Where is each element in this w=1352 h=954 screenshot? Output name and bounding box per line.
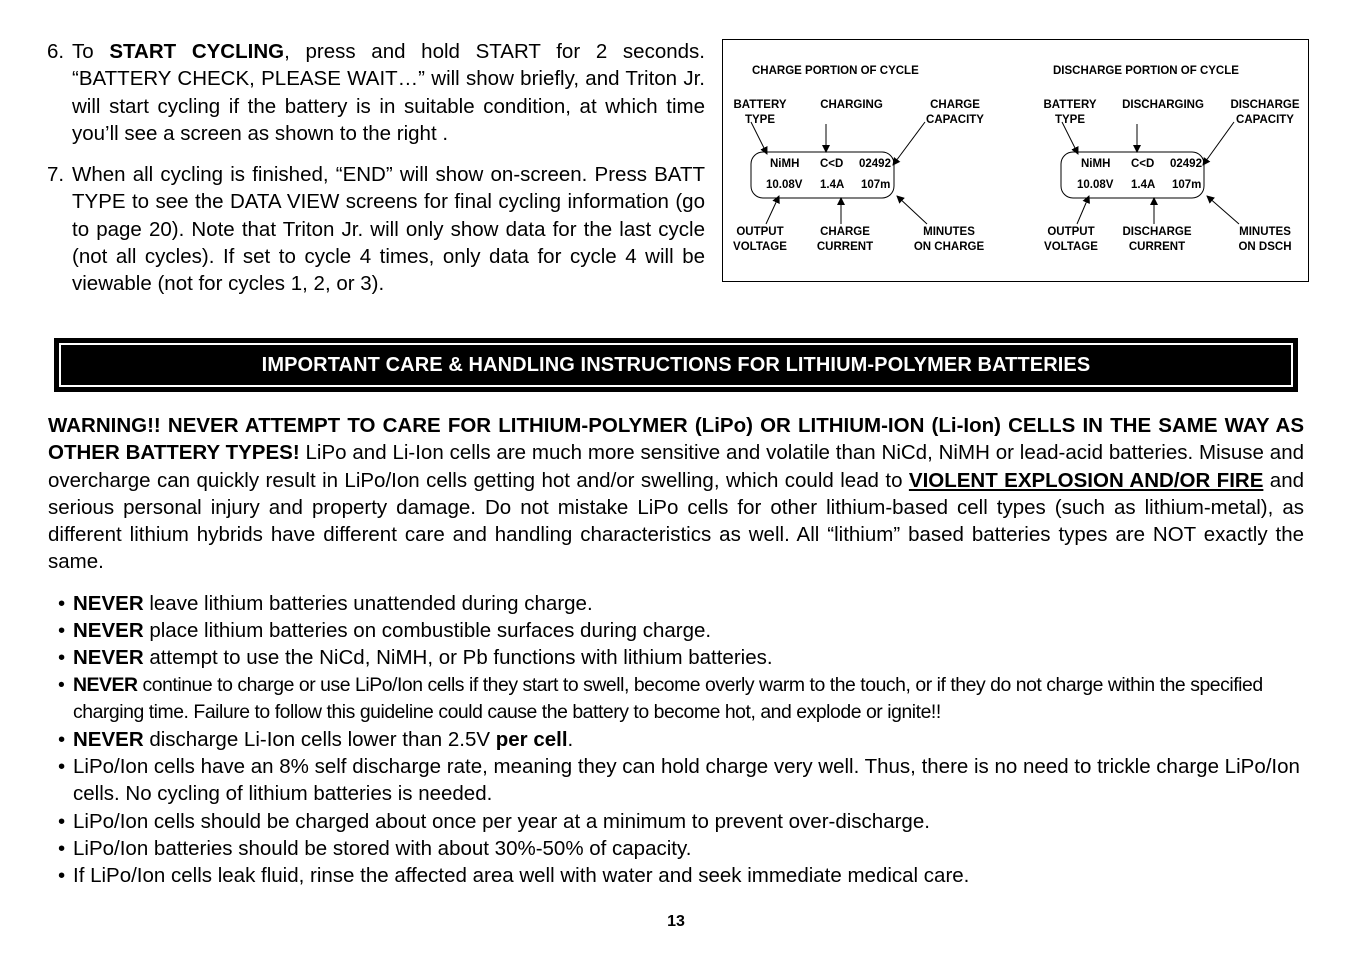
cycling-steps (47, 38, 705, 312)
bullet-text: attempt to use the NiCd, NiMH, or Pb functions with lithium batteries. (143, 646, 773, 670)
list-item (58, 808, 1318, 835)
charge-battery-type-label (729, 98, 791, 128)
warning-lead: WARNING!! NEVER ATTEMPT TO CARE FOR LITHIUM-POLYMER (LiPo) OR LITHIUM-ION (Li-Ion) CELLS IN THE SAME WAY AS OTHER BATTERY TYPES! (48, 414, 1304, 465)
charge-lcd-mode: C<D (820, 158, 844, 170)
discharge-minutes-label (1223, 225, 1307, 255)
discharge-lcd-mode: C<D (1131, 158, 1155, 170)
discharge-lcd-battery-type: NiMH (1081, 158, 1111, 170)
bullet-text: discharge Li-Ion cells lower than 2.5V (143, 728, 496, 752)
charge-mode-label (809, 98, 894, 113)
label-line: CHARGE (930, 99, 980, 111)
discharge-minutes-pointer (1207, 196, 1239, 224)
label-line: CHARGING (820, 99, 883, 111)
page-number: 13 (667, 913, 685, 930)
step-6 (47, 38, 705, 147)
warning-paragraph (48, 412, 1304, 576)
discharge-voltage-label (1039, 225, 1103, 255)
label-line: MINUTES (923, 226, 975, 238)
charge-lcd-voltage: 10.08V (766, 179, 803, 191)
label-line: DISCHARGE (1122, 226, 1192, 238)
charge-voltage-pointer (766, 196, 779, 224)
charge-heading: CHARGE PORTION OF CYCLE (752, 65, 919, 77)
discharge-lcd-capacity: 02492 (1170, 158, 1202, 170)
label-line: DISCHARGE (1230, 99, 1300, 111)
label-line: CAPACITY (926, 114, 984, 126)
label-line: TYPE (744, 114, 776, 126)
bullet-bold: NEVER (73, 728, 144, 752)
bullet-text: . (567, 728, 574, 752)
list-item (58, 590, 1318, 617)
list-item (58, 672, 1318, 726)
bullet-text: LiPo/Ion batteries should be stored with about 30%-50% of capacity. (73, 836, 692, 860)
discharge-battery-type-label (1039, 98, 1101, 128)
label-line: CURRENT (816, 241, 874, 253)
label-line: ON CHARGE (913, 241, 985, 253)
label-line: DISCHARGING (1122, 99, 1204, 111)
bullet-bold: NEVER (73, 646, 144, 670)
warning-text-1: LiPo and Li-Ion cells are much more sensitive and volatile than NiCd, NiMH or lead-acid batteries. Misuse and overcharge can quickly result in LiPo/Ion cells getting hot and/or swelling, which could lead to (48, 441, 1304, 492)
step-text: When all cycling is finished, “END” will show on-screen. Press BATT TYPE to see the DATA VIEW screens for final cycling information (go to page 20). Note that Triton Jr. will only show data for the last cycle (not all cycles). If set to cycle 4 times, only data for cycle 4 will be viewable (not for cycles 1, 2, or 3). (72, 163, 705, 296)
section-banner (54, 338, 1298, 392)
bullet-bold: per cell (495, 728, 568, 752)
label-line: CURRENT (1128, 241, 1186, 253)
lcd-screen-diagram (722, 39, 1309, 282)
charge-lcd-battery-type: NiMH (770, 158, 800, 170)
charge-lcd-minutes: 107m (861, 179, 891, 191)
label-line: CHARGE (820, 226, 870, 238)
bullet-text: place lithium batteries on combustible surfaces during charge. (143, 619, 712, 643)
list-item (58, 644, 1318, 671)
label-line: VOLTAGE (1044, 241, 1098, 253)
charge-capacity-label (917, 98, 993, 128)
step-number: 6. (47, 40, 65, 63)
step-text-pre: To (72, 40, 110, 63)
charge-minutes-pointer (897, 196, 927, 224)
discharge-lcd-voltage: 10.08V (1077, 179, 1114, 191)
charge-minutes-label (905, 225, 993, 255)
bullet-bold: NEVER (73, 619, 144, 643)
warning-emphasis: VIOLENT EXPLOSION AND/OR FIRE (908, 468, 1264, 492)
label-line: VOLTAGE (733, 241, 787, 253)
bullet-bold: NEVER (73, 592, 144, 615)
label-line: TYPE (1054, 114, 1086, 126)
step-text-post: , press and hold START for 2 seconds. “BATTERY CHECK, PLEASE WAIT…” will show briefly, and Triton Jr. will start cycling if the battery is in suitable condition, at which time you’ll see a screen as shown to the right . (72, 40, 705, 145)
bullet-text: If LiPo/Ion cells leak fluid, rinse the affected area well with water and seek immediate medical care. (73, 864, 970, 888)
label-line: OUTPUT (1047, 226, 1095, 238)
step-7 (47, 161, 705, 297)
warning-text-2: and serious personal injury and property damage. Do not mistake LiPo cells for other lithium-based cell types (such as lithium-metal), as different lithium hybrids have different care and handling characteristics as well. All “lithium” based batteries types are NOT exactly the same. (48, 468, 1304, 574)
label-line: BATTERY (733, 99, 787, 111)
discharge-mode-label (1115, 98, 1211, 113)
discharge-lcd-minutes: 107m (1172, 179, 1202, 191)
list-item (58, 726, 1318, 753)
list-item (58, 617, 1318, 644)
list-item (58, 835, 1318, 862)
label-line: ON DSCH (1238, 241, 1292, 253)
charge-current-label (811, 225, 879, 255)
label-line: BATTERY (1043, 99, 1097, 111)
discharge-heading: DISCHARGE PORTION OF CYCLE (1053, 65, 1239, 77)
charge-lcd-current: 1.4A (820, 179, 845, 191)
step-bold: START CYCLING (109, 40, 285, 63)
discharge-voltage-pointer (1077, 196, 1089, 224)
bullet-text: LiPo/Ion cells should be charged about once per year at a minimum to prevent over-discharge. (73, 809, 930, 833)
discharge-capacity-label (1223, 98, 1307, 128)
label-line: OUTPUT (736, 226, 784, 238)
label-line: MINUTES (1239, 226, 1291, 238)
discharge-lcd-current: 1.4A (1131, 179, 1156, 191)
bullet-bold: NEVER (73, 673, 138, 696)
banner-title: IMPORTANT CARE & HANDLING INSTRUCTIONS FOR LITHIUM-POLYMER BATTERIES (59, 343, 1293, 387)
charge-voltage-label (728, 225, 792, 255)
list-item (58, 753, 1318, 807)
charge-capacity-pointer (893, 122, 925, 165)
bullet-text: LiPo/Ion cells have an 8% self discharge rate, meaning they can hold charge very well. Thus, there is no need to trickle charge LiPo/Ion cells. No cycling of lithium batteries is needed. (73, 755, 1300, 806)
step-number: 7. (47, 163, 65, 187)
label-line: CAPACITY (1236, 114, 1294, 126)
bullet-text: continue to charge or use LiPo/Ion cells if they start to swell, become overly warm to the touch, or if they do not charge within the specified charging time. Failure to follow this guideline could cause the battery to become hot, and explode or ignite!! (73, 673, 1263, 723)
care-instructions-list (58, 590, 1318, 889)
list-item (58, 862, 1318, 889)
bullet-text: leave lithium batteries unattended during charge. (143, 592, 593, 615)
charge-lcd-capacity: 02492 (859, 158, 891, 170)
discharge-current-label (1115, 225, 1199, 255)
discharge-capacity-pointer (1203, 122, 1234, 165)
